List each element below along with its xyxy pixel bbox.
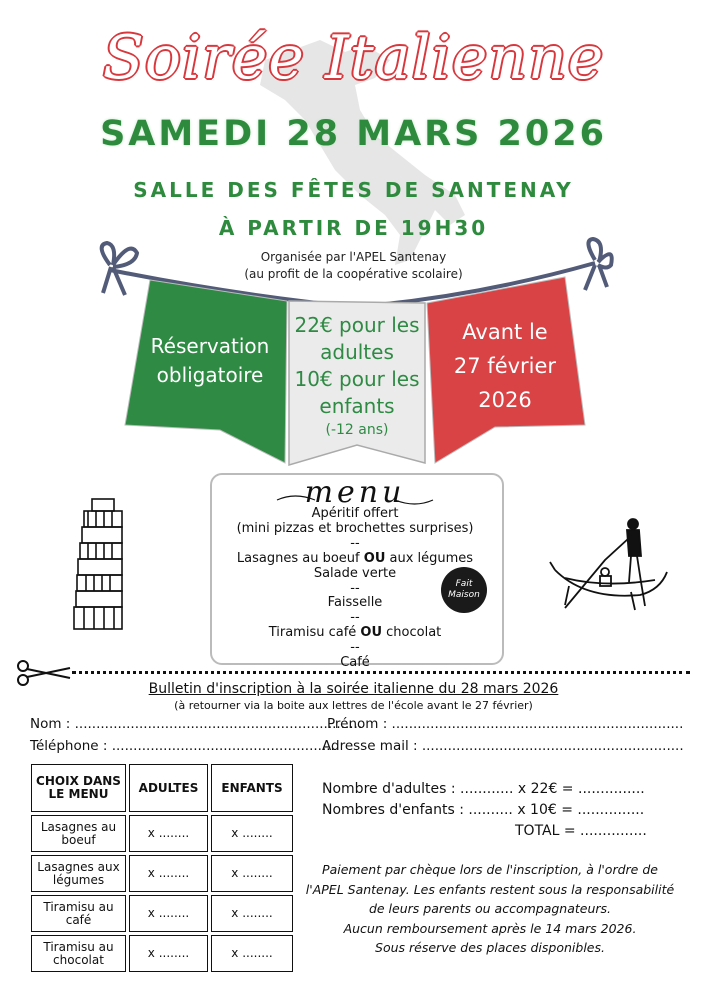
table-header-children: ENFANTS (211, 764, 293, 812)
table-row-label: Tiramisu au café (31, 895, 126, 932)
email-field[interactable]: Adresse mail : ............................................................. (322, 738, 684, 754)
white-flag-text: 22€ pour les adultes 10€ pour les enfants (-12 ans) (294, 313, 420, 438)
prenom-field[interactable]: Prénom : .................................................................... (327, 716, 684, 732)
children-qty-input[interactable]: x ........ (211, 935, 293, 972)
payment-notes: Paiement par chèque lors de l'inscription, à l'ordre de l'APEL Santenay. Les enfants restent sous la responsabilité de leurs parents ou accompagnateurs. Aucun remboursement après le 14 mars 2026. Sous réserve des places disponibles. (305, 862, 675, 955)
table-header-adults: ADULTES (129, 764, 208, 812)
children-qty-input[interactable]: x ........ (211, 855, 293, 892)
event-title: Soirée Italienne (102, 23, 605, 93)
gondola-icon (545, 510, 675, 615)
menu-items: Apéritif offert (mini pizzas et brochettes surprises) -- Lasagnes au boeuf OU aux légumes Salade verte -- Faisselle -- Tiramisu café OU chocolat -- Café (236, 506, 474, 671)
children-qty-input[interactable]: x ........ (211, 895, 293, 932)
leaning-tower-icon (70, 495, 135, 635)
form-title: Bulletin d'inscription à la soirée italienne du 28 mars 2026 (148, 681, 559, 697)
menu-choice-table (28, 761, 296, 975)
red-flag-text: Avant le 27 février 2026 (453, 320, 557, 412)
organizer-text: Organisée par l'APEL Santenay (260, 250, 447, 264)
adults-count-field[interactable]: Nombre d'adultes : ............ x 22€ = ............... (322, 781, 645, 797)
adults-qty-input[interactable]: x ........ (129, 935, 208, 972)
adults-qty-input[interactable]: x ........ (129, 815, 208, 852)
left-bow-icon (102, 243, 137, 295)
children-count-field[interactable]: Nombres d'enfants : .......... x 10€ = ............... (322, 802, 645, 818)
event-venue: SALLE DES FÊTES DE SANTENAY (133, 178, 574, 202)
table-row-label: Tiramisu au chocolat (31, 935, 126, 972)
cut-line (72, 671, 690, 674)
telephone-field[interactable]: Téléphone : .................................................... (30, 738, 335, 754)
adults-qty-input[interactable]: x ........ (129, 855, 208, 892)
form-subtitle: (à retourner via la boite aux lettres de l'école avant le 27 février) (174, 699, 533, 712)
table-row-label: Lasagnes au boeuf (31, 815, 126, 852)
beneficiary-text: (au profit de la coopérative scolaire) (244, 267, 463, 281)
adults-qty-input[interactable]: x ........ (129, 895, 208, 932)
event-time: À PARTIR DE 19H30 (218, 216, 489, 240)
total-field[interactable]: TOTAL = ............... (515, 823, 647, 839)
fait-maison-badge: Fait Maison (441, 567, 487, 613)
green-flag-text: Réservation obligatoire (150, 334, 270, 387)
nom-field[interactable]: Nom : ................................................................... (30, 716, 363, 732)
event-date: SAMEDI 28 MARS 2026 (100, 114, 607, 154)
table-row-label: Lasagnes aux légumes (31, 855, 126, 892)
children-qty-input[interactable]: x ........ (211, 815, 293, 852)
menu-title: menu (304, 475, 406, 510)
table-header-choice: CHOIX DANS LE MENU (31, 764, 126, 812)
